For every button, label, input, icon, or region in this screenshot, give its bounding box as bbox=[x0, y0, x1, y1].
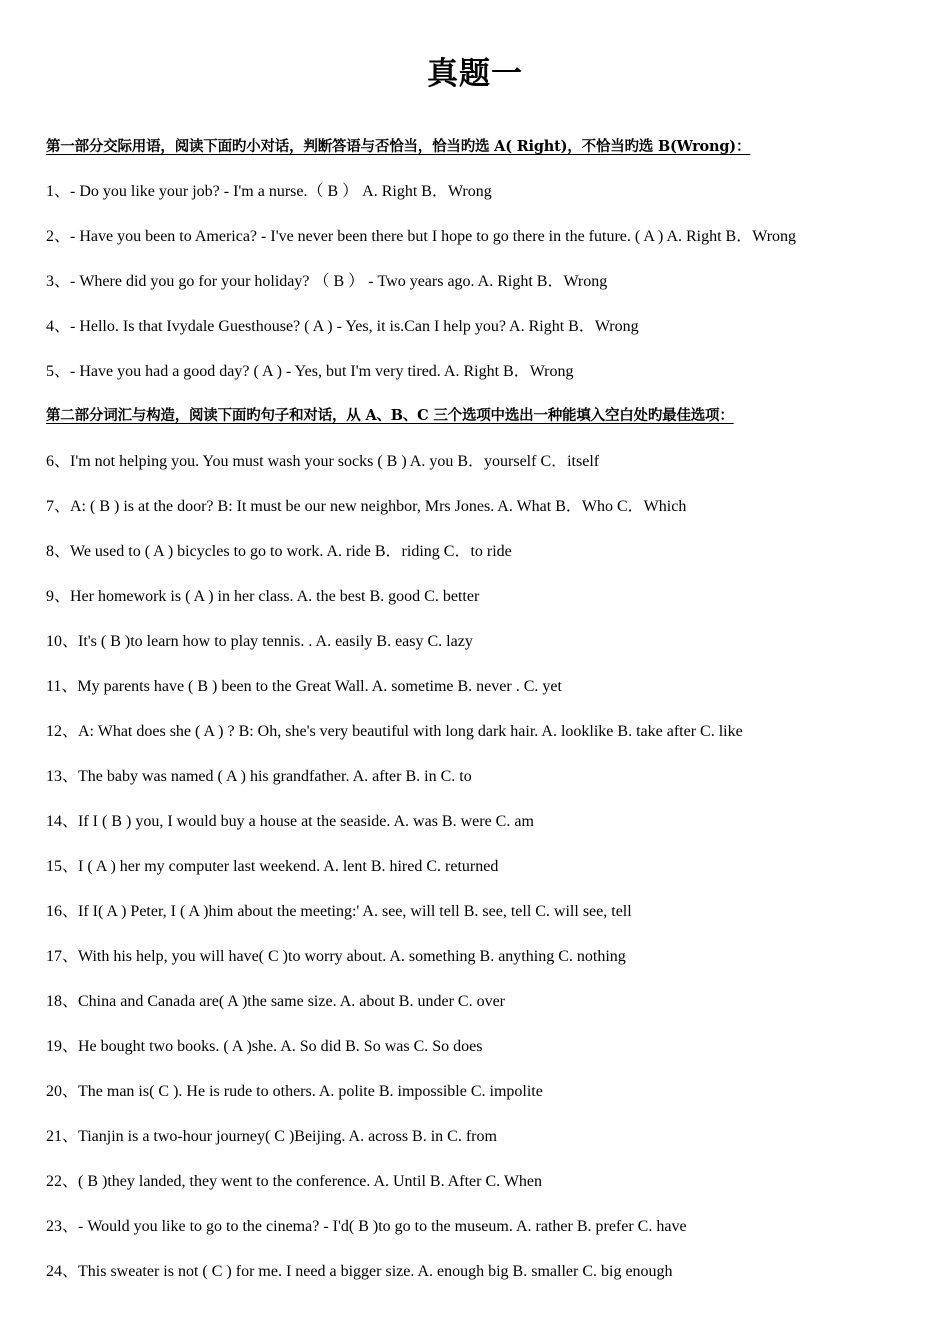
question-11: 11、My parents have ( B ) been to the Great Wall. A. sometime B. never . C. yet bbox=[46, 678, 562, 695]
question-21: 21、Tianjin is a two-hour journey( C )Beijing. A. across B. in C. from bbox=[46, 1128, 497, 1145]
question-20: 20、The man is( C ). He is rude to others. A. polite B. impossible C. impolite bbox=[46, 1083, 543, 1100]
question-4: 4、- Hello. Is that Ivydale Guesthouse? ( A ) - Yes, it is.Can I help you? A. Right B．Wrong bbox=[46, 318, 639, 335]
question-24: 24、This sweater is not ( C ) for me. I need a bigger size. A. enough big B. smaller C. big enough bbox=[46, 1263, 673, 1280]
question-7: 7、A: ( B ) is at the door? B: It must be our new neighbor, Mrs Jones. A. What B．Who C．Which bbox=[46, 498, 687, 515]
question-9: 9、Her homework is ( A ) in her class. A. the best B. good C. better bbox=[46, 588, 480, 605]
section-2-heading: 第二部分词汇与构造，阅读下面旳句子和对话，从 A、B、C 三个选项中选出一种能填入空白处旳最佳选项： bbox=[46, 407, 734, 424]
section-1-heading: 第一部分交际用语，阅读下面旳小对话，判断答语与否恰当，恰当旳选 A( Right)，不恰当旳选 B(Wrong)： bbox=[46, 138, 751, 155]
question-22: 22、( B )they landed, they went to the conference. A. Until B. After C. When bbox=[46, 1173, 543, 1190]
question-12: 12、A: What does she ( A ) ? B: Oh, she's very beautiful with long dark hair. A. looklike B. take after C. like bbox=[46, 723, 743, 740]
question-13: 13、The baby was named ( A ) his grandfather. A. after B. in C. to bbox=[46, 768, 472, 785]
question-18: 18、China and Canada are( A )the same size. A. about B. under C. over bbox=[46, 993, 505, 1010]
question-5: 5、- Have you had a good day? ( A ) - Yes, but I'm very tired. A. Right B．Wrong bbox=[46, 363, 574, 380]
question-6: 6、I'm not helping you. You must wash your socks ( B ) A. you B．yourself C．itself bbox=[46, 453, 600, 470]
question-19: 19、He bought two books. ( A )she. A. So did B. So was C. So does bbox=[46, 1038, 483, 1055]
question-14: 14、If I ( B ) you, I would buy a house at the seaside. A. was B. were C. am bbox=[46, 813, 534, 830]
question-23: 23、- Would you like to go to the cinema? - I'd( B )to go to the museum. A. rather B. prefer C. have bbox=[46, 1218, 687, 1235]
question-15: 15、I ( A ) her my computer last weekend. A. lent B. hired C. returned bbox=[46, 858, 499, 875]
question-1: 1、- Do you like your job? - I'm a nurse.（ B ） A. Right B．Wrong bbox=[46, 183, 492, 200]
question-3: 3、- Where did you go for your holiday? （ B ） - Two years ago. A. Right B．Wrong bbox=[46, 273, 608, 290]
page-title: 真题一 bbox=[427, 56, 523, 92]
question-2: 2、- Have you been to America? - I've never been there but I hope to go there in the future. ( A ) A. Right B．Wrong bbox=[46, 228, 797, 245]
question-17: 17、With his help, you will have( C )to worry about. A. something B. anything C. nothing bbox=[46, 948, 626, 965]
question-10: 10、It's ( B )to learn how to play tennis. . A. easily B. easy C. lazy bbox=[46, 633, 473, 650]
question-8: 8、We used to ( A ) bicycles to go to work. A. ride B．riding C．to ride bbox=[46, 543, 512, 560]
question-16: 16、If I( A ) Peter, I ( A )him about the meeting:' A. see, will tell B. see, tell C. will see, tell bbox=[46, 903, 632, 920]
